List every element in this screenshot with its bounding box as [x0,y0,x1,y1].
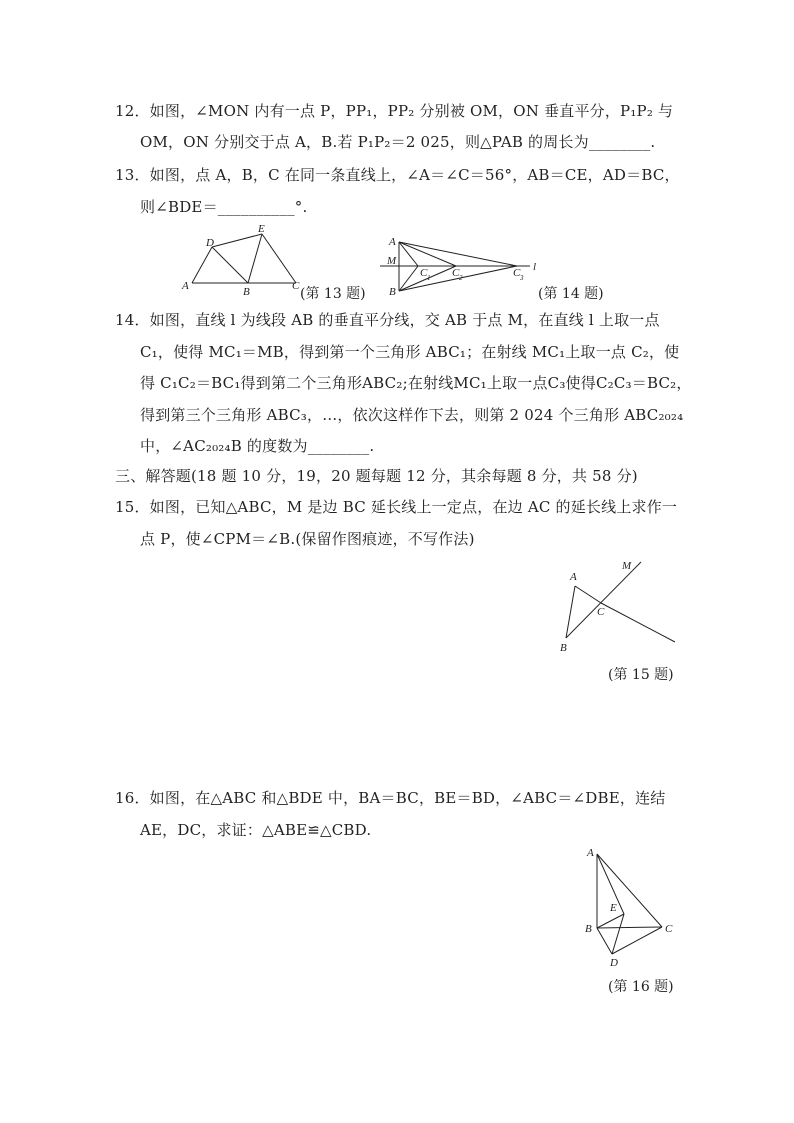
fig14-label-b: B [389,286,396,298]
fig15-label-c: C [597,606,605,618]
fig16-caption: (第 16 题) [608,979,674,995]
q15-line-1: 15．如图，已知△ABC，M 是边 BC 延长线上一定点，在边 AC 的延长线上求作一 [115,498,678,516]
fig15-label-a: A [570,571,577,583]
figure-14 [380,233,545,298]
q16-line-2: AE，DC，求证：△ABE≌△CBD. [140,821,372,839]
q14-line-3: 得 C₁C₂＝BC₁得到第二个三角形ABC₂;在射线MC₁上取一点C₃使得C₂C₃＝BC₂， [140,374,692,392]
fig14-label-c2: C [452,267,460,279]
fig13-label-e: E [258,223,265,235]
q13-line-1: 13．如图，点 A，B，C 在同一条直线上，∠A＝∠C＝56°，AB＝CE，AD＝BC， [115,166,680,184]
q12-line-2: OM，ON 分别交于点 A，B.若 P₁P₂＝2 025，则△PAB 的周长为________. [140,133,656,151]
fig14-caption: (第 14 题) [538,286,604,302]
fig15-label-b: B [560,642,567,654]
fig14-label-m: M [387,255,397,267]
fig15-label-m: M [622,560,632,572]
figure-16 [580,842,680,972]
q16-line-1: 16．如图，在△ABC 和△BDE 中，BA＝BC，BE＝BD，∠ABC＝∠DBE，连结 [115,789,666,807]
fig13-label-a: A [182,280,189,292]
q14-line-2: C₁，使得 MC₁＝MB，得到第一个三角形 ABC₁；在射线 MC₁上取一点 C₂，使 [140,343,680,361]
figure-15 [555,558,680,658]
fig14-sub-2: 2 [459,274,463,282]
q15-line-2: 点 P，使∠CPM＝∠B.(保留作图痕迹，不写作法) [140,530,475,548]
q12-line-1: 12．如图，∠MON 内有一点 P，PP₁，PP₂ 分别被 OM，ON 垂直平分，P₁P₂ 与 [115,102,674,120]
fig13-caption: (第 13 题) [300,286,366,302]
figure-13 [178,222,308,297]
fig13-label-c: C [292,280,300,292]
fig14-label-c3: C [513,267,521,279]
fig13-label-b: B [243,286,250,297]
q14-line-5: 中，∠AC₂₀₂₄B 的度数为________. [140,437,375,455]
fig15-caption: (第 15 题) [608,667,674,683]
fig14-sub-1: 1 [427,274,431,282]
fig16-label-a: A [587,847,594,859]
fig16-label-d: D [610,957,618,969]
fig16-label-c: C [665,923,673,935]
q14-line-1: 14．如图，直线 l 为线段 AB 的垂直平分线，交 AB 于点 M，在直线 l 上取一点 [115,311,660,329]
fig14-label-l: l [533,261,537,273]
fig16-label-e: E [610,902,617,914]
fig14-sub-3: 3 [520,274,524,282]
q13-line-2: 则∠BDE＝__________°. [140,198,308,216]
q14-line-4: 得到第三个三角形 ABC₃，…，依次这样作下去，则第 2 024 个三角形 ABC₂₀₂₄ [140,406,684,424]
section-3-title: 三、解答题(18 题 10 分，19，20 题每题 12 分，其余每题 8 分，共 58 分) [115,467,638,485]
fig13-label-d: D [206,237,214,249]
fig14-label-a: A [389,236,396,248]
fig16-label-b: B [585,923,592,935]
fig14-label-c1: C [420,267,428,279]
